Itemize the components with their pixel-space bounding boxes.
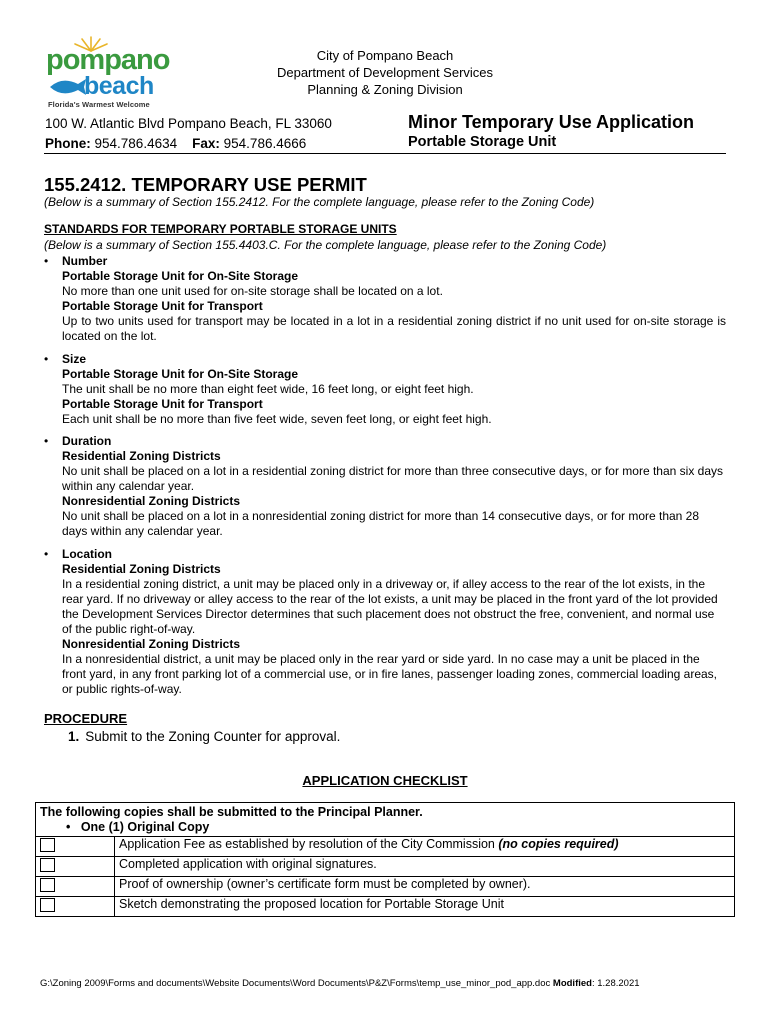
paragraph: No unit shall be placed on a lot in a residential zoning district for more than three consecutive days, or for more than six days within any calendar year. xyxy=(62,464,724,493)
subheading: Portable Storage Unit for Transport xyxy=(62,397,263,411)
phone-value: 954.786.4634 xyxy=(94,136,178,151)
standard-title: Size xyxy=(62,352,87,366)
footer xyxy=(40,978,640,989)
table-row xyxy=(36,877,735,897)
item-text: Completed application with original signatures. xyxy=(119,857,377,871)
checklist-table xyxy=(35,802,735,917)
copy-requirement: One (1) Original Copy xyxy=(80,820,210,834)
bullet: • xyxy=(44,254,49,268)
item-text: Application Fee as established by resolution of the City Commission xyxy=(119,837,495,851)
address: 100 W. Atlantic Blvd Pompano Beach, FL 33060 xyxy=(45,116,332,131)
logo-word-beach: beach xyxy=(84,72,154,100)
checkbox-application-fee[interactable] xyxy=(40,838,55,852)
fax-label: Fax: xyxy=(192,136,220,151)
city-name: City of Pompano Beach xyxy=(316,48,454,63)
item-note: (no copies required) xyxy=(498,837,619,851)
subheading: Portable Storage Unit for On-Site Storage xyxy=(62,269,299,283)
checklist-intro: The following copies shall be submitted to the Principal Planner. xyxy=(40,805,423,819)
checklist-heading: APPLICATION CHECKLIST xyxy=(302,773,468,788)
paragraph: In a nonresidential district, a unit may be placed only in the rear yard or side yard. In no case may a unit be placed in the front yard, in any front parking lot of a commercial use, or in fire lanes, passenger loading zones, commercial loading areas, or public rights-of-way. xyxy=(62,652,717,696)
item-text: Proof of ownership (owner’s certificate form must be completed by owner). xyxy=(119,877,531,891)
table-row xyxy=(36,837,735,857)
paragraph: No more than one unit used for on-site storage shall be located on a lot. xyxy=(62,284,443,298)
subheading: Residential Zoning Districts xyxy=(62,449,221,463)
department-block xyxy=(230,47,540,98)
standard-title: Number xyxy=(62,254,108,268)
procedure-heading: PROCEDURE xyxy=(44,711,128,726)
modified-date: : 1.28.2021 xyxy=(591,978,640,989)
paragraph: Each unit shall be no more than five feet wide, seven feet long, or eight feet high. xyxy=(62,412,492,426)
standards-note: (Below is a summary of Section 155.4403.C. For the complete language, please refer to the Zoning Code) xyxy=(44,238,607,252)
section-note: (Below is a summary of Section 155.2412. For the complete language, please refer to the Zoning Code) xyxy=(44,195,595,209)
modified-label: Modified xyxy=(552,978,592,989)
subheading: Portable Storage Unit for Transport xyxy=(62,299,263,313)
checkbox-proof-of-ownership[interactable] xyxy=(40,878,55,892)
phone-label: Phone: xyxy=(45,136,91,151)
form-subtitle: Portable Storage Unit xyxy=(408,134,557,150)
logo-word-pompano: pompano xyxy=(46,44,170,76)
checklist-intro-row xyxy=(36,803,735,837)
file-path: G:\Zoning 2009\Forms and documents\Website Documents\Word Documents\P&Z\Forms\temp_use_minor_pod_app.doc xyxy=(40,978,551,989)
fish-icon xyxy=(48,76,88,98)
header-divider xyxy=(44,153,726,154)
checkbox-sketch[interactable] xyxy=(40,898,55,912)
step-text: Submit to the Zoning Counter for approval. xyxy=(85,729,341,744)
phone-fax-line xyxy=(45,136,306,151)
subheading: Portable Storage Unit for On-Site Storage xyxy=(62,367,299,381)
subheading: Nonresidential Zoning Districts xyxy=(62,494,241,508)
standards-heading: STANDARDS FOR TEMPORARY PORTABLE STORAGE UNITS xyxy=(44,222,397,236)
procedure-step xyxy=(68,729,340,744)
subheading: Nonresidential Zoning Districts xyxy=(62,637,241,651)
bullet: • xyxy=(44,547,49,561)
paragraph: The unit shall be no more than eight feet wide, 16 feet long, or eight feet high. xyxy=(62,382,474,396)
form-title: Minor Temporary Use Application xyxy=(408,112,695,132)
bullet: • xyxy=(66,820,71,834)
paragraph: In a residential zoning district, a unit may be placed only in a driveway or, if alley access to the rear of the lot exists, in the rear yard. If no driveway or alley access to the rear of the lot exists, a unit may be placed in the front yard of the lot provided the Development Services Director determines that such placement does not obstruct the free, convenient, and normal use of the public right-of-way. xyxy=(62,577,718,636)
step-number: 1. xyxy=(68,729,80,744)
bullet: • xyxy=(44,434,49,448)
paragraph: Up to two units used for transport may be located in a lot in a residential zoning district if no unit used for on-site storage is located on the lot. xyxy=(62,314,726,343)
division-name: Planning & Zoning Division xyxy=(307,82,463,97)
department-name: Department of Development Services xyxy=(276,65,494,80)
item-text: Sketch demonstrating the proposed location for Portable Storage Unit xyxy=(119,897,504,911)
section-heading: 155.2412. TEMPORARY USE PERMIT xyxy=(44,174,367,195)
standard-title: Location xyxy=(62,547,112,561)
standard-title: Duration xyxy=(62,434,112,448)
city-logo xyxy=(46,38,170,112)
table-row xyxy=(36,897,735,917)
logo-tagline: Florida's Warmest Welcome xyxy=(48,100,150,109)
checkbox-completed-application[interactable] xyxy=(40,858,55,872)
subheading: Residential Zoning Districts xyxy=(62,562,221,576)
fax-value: 954.786.4666 xyxy=(223,136,307,151)
table-row xyxy=(36,857,735,877)
bullet: • xyxy=(44,352,49,366)
paragraph: No unit shall be placed on a lot in a nonresidential zoning district for more than 14 consecutive days, or for more than 28 days within any calendar year. xyxy=(62,509,700,538)
